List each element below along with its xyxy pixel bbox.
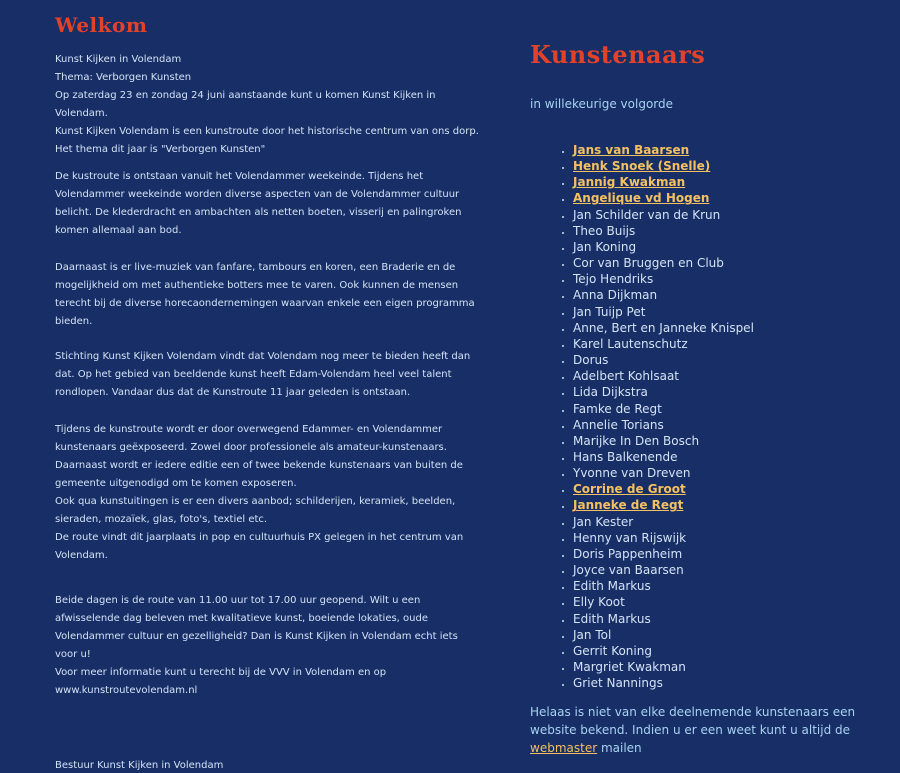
paragraph-line: kunstenaars geëxposeerd. Zowel door professionele als amateur-kunstenaars. bbox=[55, 442, 447, 453]
artist-item: • Annelie Torians bbox=[573, 417, 754, 433]
artist-item[interactable] bbox=[573, 190, 754, 206]
artist-item: • Yvonne van Dreven bbox=[573, 465, 754, 481]
paragraph-line: sieraden, mozaïek, glas, foto's, textiel etc. bbox=[55, 514, 268, 525]
signature bbox=[55, 757, 525, 773]
webmaster-link[interactable]: webmaster bbox=[530, 741, 598, 755]
artist-item: • Jan Tol bbox=[573, 627, 754, 643]
paragraph-line: Kunst Kijken in Volendam bbox=[55, 54, 182, 65]
paragraph-line: Daarnaast wordt er iedere editie een of twee bekende kunstenaars van buiten de bbox=[55, 460, 463, 471]
welcome-title: Welkom bbox=[55, 13, 148, 37]
artist-item[interactable] bbox=[573, 481, 754, 497]
paragraph-line: Tijdens de kunstroute wordt er door overwegend Edammer- en Volendammer bbox=[55, 424, 443, 435]
artist-list bbox=[555, 142, 754, 691]
artist-link[interactable]: Janneke de Regt bbox=[573, 498, 684, 513]
paragraph-line: gemeente uitgenodigd om te komen exposeren. bbox=[55, 478, 297, 489]
artist-item: • Elly Koot bbox=[573, 594, 754, 610]
paragraph-line: terecht bij de diverse horecaondernemingen waarvan enkele een eigen programma bbox=[55, 298, 475, 309]
artist-item: • Famke de Regt bbox=[573, 401, 754, 417]
paragraph-line: Thema: Verborgen Kunsten bbox=[55, 72, 192, 83]
paragraph-line: dat. Op het gebied van beeldende kunst heeft Edam-Volendam heel veel talent bbox=[55, 369, 452, 380]
intro-paragraph bbox=[55, 51, 525, 159]
artists-title: Kunstenaars bbox=[530, 40, 706, 69]
artists-footer bbox=[530, 703, 890, 757]
artist-item: • Anna Dijkman bbox=[573, 287, 754, 303]
foundation-paragraph bbox=[55, 348, 525, 402]
paragraph-line: Volendammer cultuur en gezelligheid? Dan is Kunst Kijken in Volendam echt iets bbox=[55, 631, 458, 642]
artists-subtitle: in willekeurige volgorde bbox=[530, 97, 674, 111]
artist-item: • Lida Dijkstra bbox=[573, 384, 754, 400]
paragraph-line: afwisselende dag beleven met kwalitatieve kunst, boeiende lokaties, oude bbox=[55, 613, 428, 624]
paragraph-line: Het thema dit jaar is "Verborgen Kunsten" bbox=[55, 144, 266, 155]
paragraph-line: De kustroute is ontstaan vanuit het Volendammer weekeinde. Tijdens het bbox=[55, 171, 424, 182]
exhibitors-paragraph bbox=[55, 421, 525, 565]
artist-item: • Marijke In Den Bosch bbox=[573, 433, 754, 449]
artist-item: • Hans Balkenende bbox=[573, 449, 754, 465]
artist-link[interactable]: Corrine de Groot bbox=[573, 482, 686, 497]
paragraph-line: Op zaterdag 23 en zondag 24 juni aanstaande kunt u komen Kunst Kijken in bbox=[55, 90, 436, 101]
artist-item: • Jan Tuijp Pet bbox=[573, 304, 754, 320]
artist-item: • Jan Schilder van de Krun bbox=[573, 207, 754, 223]
opening-hours-paragraph bbox=[55, 592, 525, 700]
paragraph-line: komen allemaal aan bod. bbox=[55, 225, 182, 236]
artist-link[interactable]: Jannig Kwakman bbox=[573, 175, 686, 190]
artist-item: • Dorus bbox=[573, 352, 754, 368]
artist-item: • Adelbert Kohlsaat bbox=[573, 368, 754, 384]
artist-item: • Joyce van Baarsen bbox=[573, 562, 754, 578]
activities-paragraph bbox=[55, 259, 525, 331]
artist-link[interactable]: Angelique vd Hogen bbox=[573, 191, 710, 206]
paragraph-line: Kunst Kijken Volendam is een kunstroute door het historische centrum van ons dorp. bbox=[55, 126, 479, 137]
paragraph-line: mogelijkheid om met authentieke botters mee te varen. Ook kunnen de mensen bbox=[55, 280, 459, 291]
artist-item[interactable] bbox=[573, 142, 754, 158]
artist-item: • Jan Kester bbox=[573, 514, 754, 530]
artist-link[interactable]: Jans van Baarsen bbox=[573, 143, 690, 157]
artist-link[interactable]: Henk Snoek (Snelle) bbox=[573, 159, 711, 174]
paragraph-line: rondlopen. Vandaar dus dat de Kunstroute 11 jaar geleden is ontstaan. bbox=[55, 387, 411, 398]
artist-item: • Tejo Hendriks bbox=[573, 271, 754, 287]
footer-line-1: Helaas is niet van elke deelnemende kunstenaars een bbox=[530, 705, 856, 719]
artist-item: • Griet Nannings bbox=[573, 675, 754, 691]
paragraph-line: belicht. De klederdracht en ambachten als netten boeten, visserij en palingroken bbox=[55, 207, 462, 218]
paragraph-line: www.kunstroutevolendam.nl bbox=[55, 685, 198, 696]
paragraph-line: Ook qua kunstuitingen is er een divers aanbod; schilderijen, keramiek, beelden, bbox=[55, 496, 456, 507]
footer-line-3 bbox=[530, 739, 890, 757]
paragraph-line: Beide dagen is de route van 11.00 uur tot 17.00 uur geopend. Wilt u een bbox=[55, 595, 421, 606]
paragraph-line: Volendammer weekeinde worden diverse aspecten van de Volendammer cultuur bbox=[55, 189, 460, 200]
paragraph-line: Volendam. bbox=[55, 108, 108, 119]
signature-text: Bestuur Kunst Kijken in Volendam bbox=[55, 760, 224, 771]
paragraph-line: Volendam. bbox=[55, 550, 108, 561]
artist-item[interactable] bbox=[573, 497, 754, 513]
footer-tail: mailen bbox=[597, 741, 642, 755]
artist-item: • Jan Koning bbox=[573, 239, 754, 255]
history-paragraph bbox=[55, 168, 525, 240]
paragraph-line: voor u! bbox=[55, 649, 91, 660]
artist-item: • Edith Markus bbox=[573, 611, 754, 627]
paragraph-line: Stichting Kunst Kijken Volendam vindt dat Volendam nog meer te bieden heeft dan bbox=[55, 351, 471, 362]
artist-item: • Henny van Rijswijk bbox=[573, 530, 754, 546]
artist-item[interactable] bbox=[573, 174, 754, 190]
paragraph-line: De route vindt dit jaarplaats in pop en cultuurhuis PX gelegen in het centrum van bbox=[55, 532, 464, 543]
paragraph-line: Voor meer informatie kunt u terecht bij de VVV in Volendam en op bbox=[55, 667, 387, 678]
paragraph-line: Daarnaast is er live-muziek van fanfare, tambours en koren, een Braderie en de bbox=[55, 262, 456, 273]
artist-item: • Doris Pappenheim bbox=[573, 546, 754, 562]
artist-item: • Cor van Bruggen en Club bbox=[573, 255, 754, 271]
artist-item: • Margriet Kwakman bbox=[573, 659, 754, 675]
paragraph-line: bieden. bbox=[55, 316, 93, 327]
artist-item: • Edith Markus bbox=[573, 578, 754, 594]
artist-item[interactable] bbox=[573, 158, 754, 174]
artist-item: • Anne, Bert en Janneke Knispel bbox=[573, 320, 754, 336]
artist-item: • Theo Buijs bbox=[573, 223, 754, 239]
artist-item: • Gerrit Koning bbox=[573, 643, 754, 659]
artist-item: • Karel Lautenschutz bbox=[573, 336, 754, 352]
footer-line-2: website bekend. Indien u er een weet kunt u altijd de bbox=[530, 723, 851, 737]
